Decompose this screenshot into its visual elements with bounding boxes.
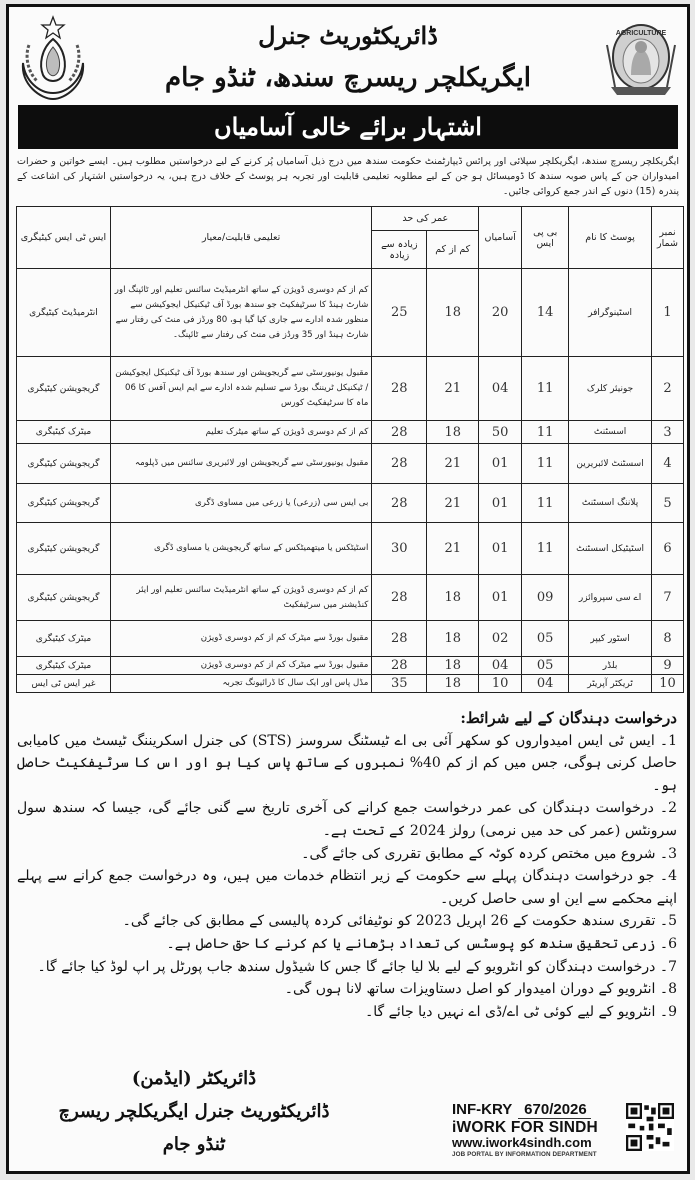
cell-max-age: 28 — [372, 357, 427, 421]
cell-qualification: مقبول بورڈ سے میٹرک کم از کم دوسری ڈویژن — [110, 657, 371, 675]
cell-bps: 05 — [522, 657, 569, 675]
cell-serial: 5 — [652, 484, 684, 523]
portal-tagline: JOB PORTAL BY INFORMATION DEPARTMENT — [452, 1151, 597, 1158]
header-sts-category: ایس ٹی ایس کیٹیگری — [17, 207, 111, 269]
signature-title: ڈائریکٹر (ایڈمن) — [131, 1068, 257, 1089]
vacancies-table — [16, 206, 684, 693]
condition-item: 1۔ ایس ٹی ایس امیدواروں کو سکھر آئی بی اے ٹیسٹنگ سروسز (STS) کی جنرل اسکریننگ ٹیسٹ میں کامیابی حاصل کرنی ہوگی، جس میں کم از کم 40% نمبروں کے ساتھ پاس کیا ہو اور اس کا سرٹیفکیٹ حاصل ہو۔ — [17, 732, 678, 794]
cell-bps: 11 — [522, 421, 569, 444]
header — [9, 7, 687, 107]
cell-post-name: جونیئر کلرک — [569, 357, 652, 421]
vacancy-banner: اشتہار برائے خالی آسامیاں — [18, 105, 678, 149]
table-row — [17, 621, 684, 657]
footer-info — [452, 1101, 682, 1173]
header-title-line1: ڈائریکٹوریٹ جنرل — [258, 21, 438, 50]
header-title-line2: ایگریکلچر ریسرچ سندھ، ٹنڈو جام — [164, 63, 532, 93]
cell-max-age: 30 — [372, 523, 427, 575]
cell-serial: 9 — [652, 657, 684, 675]
cell-bps: 11 — [522, 444, 569, 484]
cell-sts-category: گریجویشن کیٹیگری — [17, 357, 111, 421]
cell-max-age: 25 — [372, 269, 427, 357]
cell-sts-category: میٹرک کیٹیگری — [17, 421, 111, 444]
cell-post-name: اسٹور کیپر — [569, 621, 652, 657]
signature-office: ڈائریکٹوریٹ جنرل ایگریکلچر ریسرچ — [58, 1101, 330, 1122]
cell-qualification: کم از کم دوسری ڈویژن کے ساتھ میٹرک تعلیم — [110, 421, 371, 444]
table-row — [17, 675, 684, 693]
cell-min-age: 18 — [427, 575, 479, 621]
cell-qualification: مقبول بورڈ سے میٹرک کم از کم دوسری ڈویژن — [110, 621, 371, 657]
intro-paragraph: ایگریکلچر ریسرچ سندھ، ایگریکلچر سپلائی اور پرائس ڈیپارٹمنٹ حکومت سندھ میں درج ذیل آسامیاں پُر کرنے کے لیے درخواستیں مطلوب ہیں۔ ایسے خواتین و حضرات امیدواران جن کے پاس صوبہ سندھ کا ڈومیسائل ہو جن کے لیے مطلوبہ تعلیمی قابلیت اور تجربہ ہر پوسٹ کے خلاف درج ہیں، یہ درخواستیں اشتہار کی اشاعت کے پندرہ (15) دنوں کے اندر جمع کروائی جائیں۔ — [17, 156, 679, 197]
cell-serial: 6 — [652, 523, 684, 575]
agriculture-research-emblem-icon — [601, 15, 681, 103]
condition-item: 4۔ جو درخواست دہندگان پہلے سے حکومت کے زیر انتظام خدمات میں ہیں، وہ درخواست جمع کرانے سے پہلے اپنے محکمے سے این او سی حاصل کریں۔ — [17, 868, 677, 907]
inf-label: INF-KRY — [452, 1101, 512, 1118]
header-max-age: زیادہ سے زیادہ — [372, 231, 427, 269]
cell-serial: 8 — [652, 621, 684, 657]
cell-bps: 09 — [522, 575, 569, 621]
condition-item: 6۔ زرعی تحقیق سندھ کو پوسٹس کی تعداد بڑھانے یا کم کرنے کا حق حاصل ہے۔ — [166, 935, 677, 952]
cell-max-age: 28 — [372, 575, 427, 621]
table-row — [17, 523, 684, 575]
header-posts: آسامیاں — [479, 207, 522, 269]
cell-qualification: مقبول یونیورسٹی سے گریجویشن اور سندھ بورڈ آف ٹیکنیکل ایجوکیشن / ٹیکنیکل ٹریننگ بورڈ سے تسلیم شدہ ادارے سے ایم ایس آفس کا 06 ماہ کا سرٹیفکیٹ کورس — [110, 357, 371, 421]
cell-post-name: اسٹیٹیکل اسسٹنٹ — [569, 523, 652, 575]
cell-qualification: کم از کم دوسری ڈویژن کے ساتھ انٹرمیڈیٹ سائنس تعلیم اور ایئر کنڈیشنر میں سرٹیفکیٹ — [110, 575, 371, 621]
cell-sts-category: گریجویشن کیٹیگری — [17, 444, 111, 484]
cell-sts-category: گریجویشن کیٹیگری — [17, 484, 111, 523]
condition-item: 3۔ شروع میں مختص کردہ کوٹہ کے مطابق تقرری کی جائے گی۔ — [301, 845, 677, 862]
cell-posts: 50 — [479, 421, 522, 444]
cell-posts: 20 — [479, 269, 522, 357]
table-row — [17, 444, 684, 484]
cell-posts: 04 — [479, 357, 522, 421]
sindh-government-emblem-icon — [13, 15, 93, 103]
cell-max-age: 28 — [372, 421, 427, 444]
condition-item: 8۔ انٹرویو کے دوران امیدوار کو اصل دستاویزات ساتھ لانا ہوں گی۔ — [284, 981, 677, 998]
cell-sts-category: انٹرمیڈیٹ کیٹیگری — [17, 269, 111, 357]
cell-sts-category: میٹرک کیٹیگری — [17, 657, 111, 675]
cell-serial: 4 — [652, 444, 684, 484]
header-min-age: کم از کم — [427, 231, 479, 269]
cell-min-age: 21 — [427, 357, 479, 421]
cell-max-age: 35 — [372, 675, 427, 693]
cell-min-age: 18 — [427, 269, 479, 357]
cell-max-age: 28 — [372, 621, 427, 657]
cell-bps: 11 — [522, 484, 569, 523]
header-serial: نمبر شمار — [652, 207, 684, 269]
svg-text:AGRICULTURE: AGRICULTURE — [615, 30, 667, 37]
cell-post-name: پلاننگ اسسٹنٹ — [569, 484, 652, 523]
cell-min-age: 18 — [427, 421, 479, 444]
cell-bps: 11 — [522, 523, 569, 575]
table-row — [17, 269, 684, 357]
portal-link[interactable]: www.iwork4sindh.com — [452, 1135, 592, 1150]
header-age-limit: عمر کی حد — [372, 207, 479, 231]
condition-item: 7۔ درخواست دہندگان کو انٹرویو کے لیے بلا لیا جائے گا جس کا شیڈول سندھ جاب پورٹل پر اپ لوڈ کیا جائے گا۔ — [37, 958, 677, 975]
cell-max-age: 28 — [372, 444, 427, 484]
cell-post-name: اسسٹنٹ لائبریرین — [569, 444, 652, 484]
cell-min-age: 18 — [427, 675, 479, 693]
cell-bps: 04 — [522, 675, 569, 693]
cell-qualification: اسٹیٹکس یا میتھمیٹکس کے ساتھ گریجویشن یا مساوی ڈگری — [110, 523, 371, 575]
table-row — [17, 421, 684, 444]
cell-post-name: اسٹینوگرافر — [569, 269, 652, 357]
cell-qualification: مقبول یونیورسٹی سے گریجویشن اور لائبریری سائنس میں ڈپلومہ — [110, 444, 371, 484]
header-qualification: تعلیمی قابلیت/معیار — [110, 207, 371, 269]
table-row — [17, 357, 684, 421]
cell-serial: 7 — [652, 575, 684, 621]
cell-qualification: کم از کم دوسری ڈویژن کے ساتھ انٹرمیڈیٹ سائنس تعلیم اور ٹائپنگ اور شارٹ ہینڈ کا سرٹیفکیٹ جو سندھ بورڈ آف ٹیکنیکل ایجوکیشن سے منظور شدہ ادارے سے جاری کیا گیا ہو، 80 ورڈز فی منٹ کی رفتار سے شارٹ ہینڈ اور 35 ورڈز فی منٹ کی رفتار سے ٹائپنگ۔ — [110, 269, 371, 357]
cell-bps: 11 — [522, 357, 569, 421]
cell-min-age: 21 — [427, 444, 479, 484]
cell-post-name: اے سی سپروائزر — [569, 575, 652, 621]
cell-serial: 2 — [652, 357, 684, 421]
header-post-name: پوسٹ کا نام — [569, 207, 652, 269]
inf-number: 670/2026 — [518, 1101, 591, 1119]
condition-item: 5۔ تقرری سندھ حکومت کے 26 اپریل 2023 کو نوٹیفائی کردہ پالیسی کے مطابق کی جائے گی۔ — [122, 913, 677, 930]
iwork-brand: iWORK FOR SINDH — [452, 1119, 598, 1136]
cell-posts: 01 — [479, 575, 522, 621]
cell-post-name: ٹریکٹر آپریٹر — [569, 675, 652, 693]
conditions-section — [17, 707, 677, 1023]
header-bps: بی پی ایس — [522, 207, 569, 269]
cell-min-age: 18 — [427, 657, 479, 675]
cell-posts: 04 — [479, 657, 522, 675]
table-row — [17, 657, 684, 675]
cell-serial: 10 — [652, 675, 684, 693]
cell-min-age: 21 — [427, 523, 479, 575]
qr-code-icon[interactable] — [626, 1103, 674, 1151]
table-row — [17, 484, 684, 523]
cell-max-age: 28 — [372, 657, 427, 675]
cell-serial: 3 — [652, 421, 684, 444]
cell-post-name: اسسٹنٹ — [569, 421, 652, 444]
cell-bps: 14 — [522, 269, 569, 357]
condition-item: 2۔ درخواست دہندگان کی عمر درخواست جمع کرانے کی آخری تاریخ سے گنی جائے گی، جیسا کہ سندھ سول سرونٹس (عمر کی حد میں نرمی) رولز 2024 کے تحت ہے۔ — [17, 800, 677, 839]
cell-sts-category: غیر ایس ٹی ایس — [17, 675, 111, 693]
cell-posts: 01 — [479, 523, 522, 575]
cell-post-name: بلڈر — [569, 657, 652, 675]
cell-max-age: 28 — [372, 484, 427, 523]
cell-posts: 01 — [479, 484, 522, 523]
cell-sts-category: گریجویشن کیٹیگری — [17, 523, 111, 575]
cell-posts: 10 — [479, 675, 522, 693]
signature-block — [49, 1062, 339, 1161]
signature-location: ٹنڈو جام — [162, 1134, 226, 1155]
advertisement-page — [6, 4, 690, 1174]
cell-min-age: 21 — [427, 484, 479, 523]
cell-sts-category: گریجویشن کیٹیگری — [17, 575, 111, 621]
cell-qualification: بی ایس سی (زرعی) یا زرعی میں مساوی ڈگری — [110, 484, 371, 523]
cell-serial: 1 — [652, 269, 684, 357]
cell-sts-category: میٹرک کیٹیگری — [17, 621, 111, 657]
condition-item: 9۔ انٹرویو کے لیے کوئی ٹی اے/ڈی اے نہیں دیا جائے گا۔ — [365, 1003, 677, 1020]
cell-posts: 01 — [479, 444, 522, 484]
cell-bps: 05 — [522, 621, 569, 657]
cell-min-age: 18 — [427, 621, 479, 657]
cell-posts: 02 — [479, 621, 522, 657]
conditions-title: درخواست دہندگان کے لیے شرائط: — [460, 709, 677, 727]
cell-qualification: مڈل پاس اور ایک سال کا ڈرائیونگ تجربہ — [110, 675, 371, 693]
table-row — [17, 575, 684, 621]
